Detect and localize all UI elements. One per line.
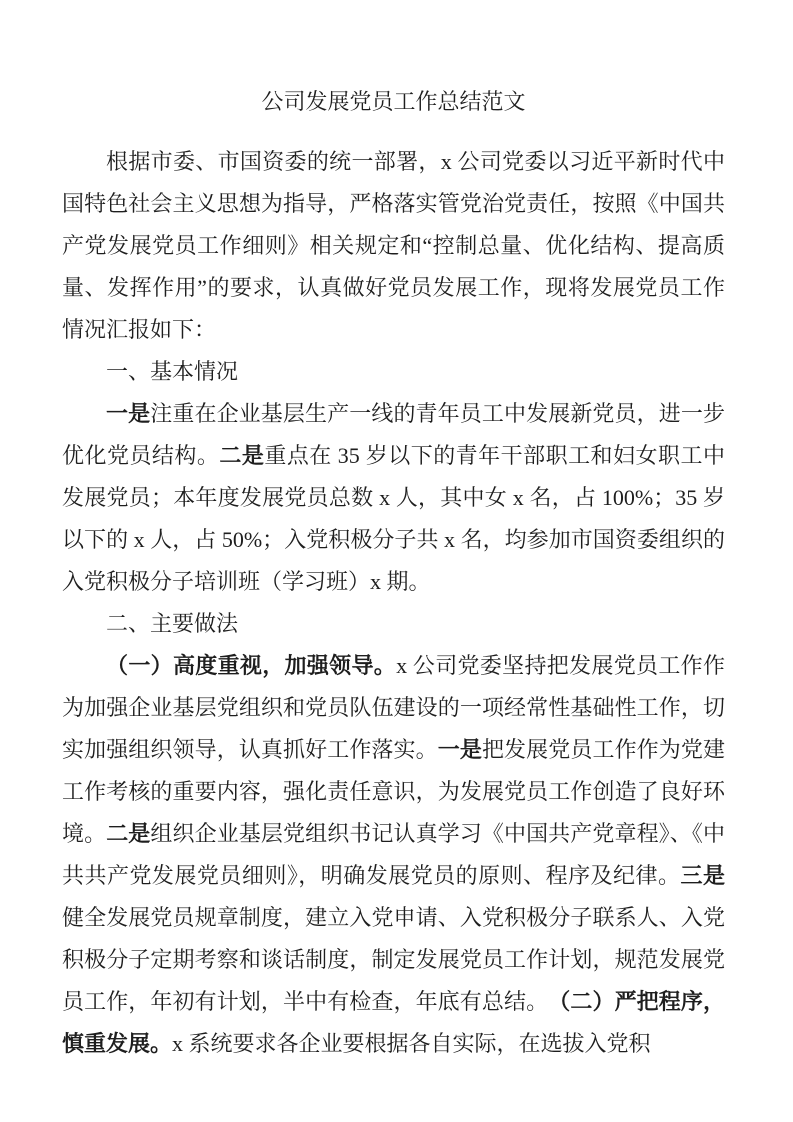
paragraph-text: x 系统要求各企业要根据各自实际，在选拔入党积	[172, 1031, 651, 1056]
document-body	[62, 141, 725, 1065]
heading-text: 一、基本情况	[106, 359, 239, 384]
bold-marker-second: 二是	[219, 443, 265, 468]
paragraph-text: 根据市委、市国资委的统一部署，x 公司党委以习近平新时代中国特色社会主义思想为指导，严格落实管党治党责任，按照《中国共产党发展党员工作细则》相关规定和“控制总量、优化结构、提高质量、发挥作用”的要求，认真做好党员发展工作，现将发展党员工作情况汇报如下：	[62, 149, 725, 342]
main-practices-paragraph	[62, 645, 725, 1065]
paragraph-text: 组织企业基层党组织书记认真学习《中国共产党章程》、《中共共产党发展党员细则》，明确发展党员的原则、程序及纪律。	[62, 821, 725, 888]
bold-marker-second: 二是	[106, 821, 151, 846]
paragraph-text: 把发展党员工作作为党建工作考核的重要内容，强化责任意识，为发展党员工作创造了良好环境。	[62, 737, 725, 846]
bold-marker-first: 一是	[437, 737, 482, 762]
section-heading-main-practices	[62, 603, 725, 645]
document-title: 公司发展党员工作总结范文	[261, 89, 526, 114]
bold-marker-first: 一是	[106, 401, 151, 426]
basic-info-paragraph	[62, 393, 725, 603]
bold-subheading-one: （一）高度重视，加强领导。	[106, 653, 397, 678]
intro-paragraph	[62, 141, 725, 351]
section-heading-basic-info	[62, 351, 725, 393]
bold-subheading-two: （二）严把程序，慎重发展。	[62, 989, 725, 1056]
paragraph-text: 注重在企业基层生产一线的青年员工中发展新党员，进一步优化党员结构。	[62, 401, 725, 468]
paragraph-text: 重点在 35 岁以下的青年干部职工和妇女职工中发展党员；本年度发展党员总数 x 人，其中女 x 名，占 100%；35 岁以下的 x 人，占 50%；入党积极分子共 x 名，均参加市国资委组织的入党积极分子培训班（学习班）x 期。	[62, 443, 725, 594]
heading-text: 二、主要做法	[106, 611, 239, 636]
bold-marker-third: 三是	[680, 863, 725, 888]
paragraph-text: 健全发展党员规章制度，建立入党申请、入党积极分子联系人、入党积极分子定期考察和谈话制度，制定发展党员工作计划，规范发展党员工作，年初有计划，半中有检查，年底有总结。	[62, 905, 725, 1014]
paragraph-text: x 公司党委坚持把发展党员工作作为加强企业基层党组织和党员队伍建设的一项经常性基础性工作，切实加强组织领导，认真抓好工作落实。	[62, 653, 725, 762]
